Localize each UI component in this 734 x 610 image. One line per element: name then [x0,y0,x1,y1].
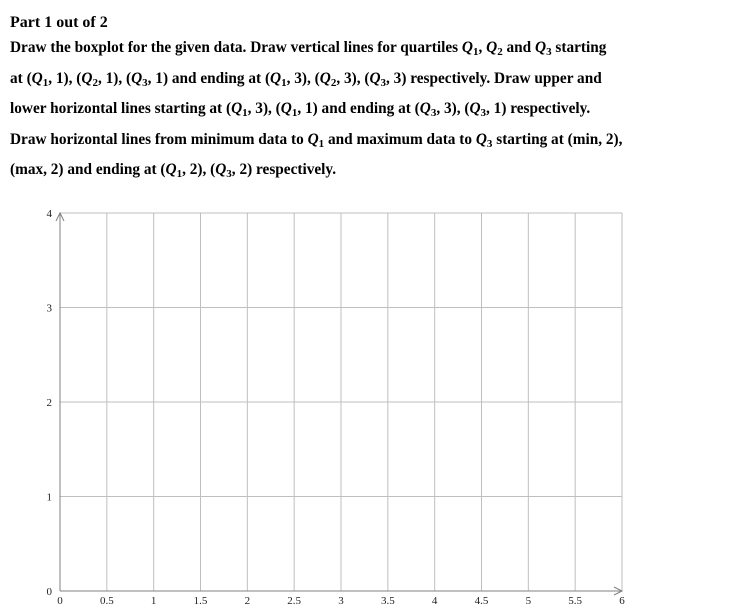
quartile-symbol: $Q_2$ [486,39,503,58]
x-tick-label: 0 [57,595,63,607]
x-tick-label: 3 [338,595,344,607]
x-tick-label: 1 [150,595,157,607]
x-tick-label: 6 [619,595,625,607]
y-tick-label: 0 [46,586,52,598]
x-tick-label: 0.5 [99,595,114,607]
quartile-symbol: $Q_3$ [131,69,148,89]
quartile-symbol: $Q_3$ [475,130,493,150]
quartile-symbol: $Q_3$ [535,39,552,58]
part-title: Part 1 out of 2 [10,14,108,31]
quartile-symbol: $Q_3$ [215,161,232,180]
x-tick-label: 2.5 [287,595,302,607]
quartile-symbol: $Q_2$ [319,69,337,89]
x-tick-label: 5.5 [568,595,583,607]
quartile-symbol: $Q_2$ [81,69,98,89]
instruction-line: at ($Q_1$, 1), ($Q_2$, 1), ($Q_3$, 1) and ending at ($Q_1$, 3), ($Q_2$, 3), ($Q_3$, 3) respectively. Draw upper and [10,69,602,89]
x-tick-label: 3.5 [380,595,395,607]
y-tick-label: 2 [46,397,52,409]
quartile-symbol: $Q_3$ [469,100,487,119]
quartile-symbol: $Q_1$ [270,69,287,89]
instruction-line: Draw the boxplot for the given data. Draw vertical lines for quartiles $Q_1$, $Q_2$ and $Q_3$ starting [10,39,607,58]
instruction-line: Draw horizontal lines from minimum data to $Q_1$ and maximum data to $Q_3$ starting at (min, 2), [10,130,623,150]
boxplot-drawing-grid[interactable] [0,205,734,610]
quartile-symbol: $Q_3$ [419,100,437,119]
quartile-symbol: $Q_1$ [231,100,248,119]
x-tick-label: 4 [431,595,438,607]
instruction-line: lower horizontal lines starting at ($Q_1$, 3), ($Q_1$, 1) and ending at ($Q_3$, 3), ($Q_3$, 1) respectively. [10,100,591,119]
x-tick-label: 4.5 [474,595,489,607]
quartile-symbol: $Q_1$ [165,161,183,180]
quartile-symbol: $Q_1$ [31,69,49,89]
y-tick-label: 4 [46,208,52,220]
quartile-symbol: $Q_1$ [307,130,325,150]
quartile-symbol: $Q_3$ [369,69,387,89]
x-tick-label: 2 [244,595,251,607]
instructions [10,39,730,192]
quartile-symbol: $Q_1$ [461,39,479,58]
y-tick-label: 1 [46,491,52,504]
x-tick-label: 1.5 [193,595,208,607]
y-tick-label: 3 [46,302,52,315]
quartile-symbol: $Q_1$ [280,100,298,119]
instruction-line: (max, 2) and ending at ($Q_1$, 2), ($Q_3$, 2) respectively. [10,161,337,180]
x-tick-label: 5 [525,595,532,607]
